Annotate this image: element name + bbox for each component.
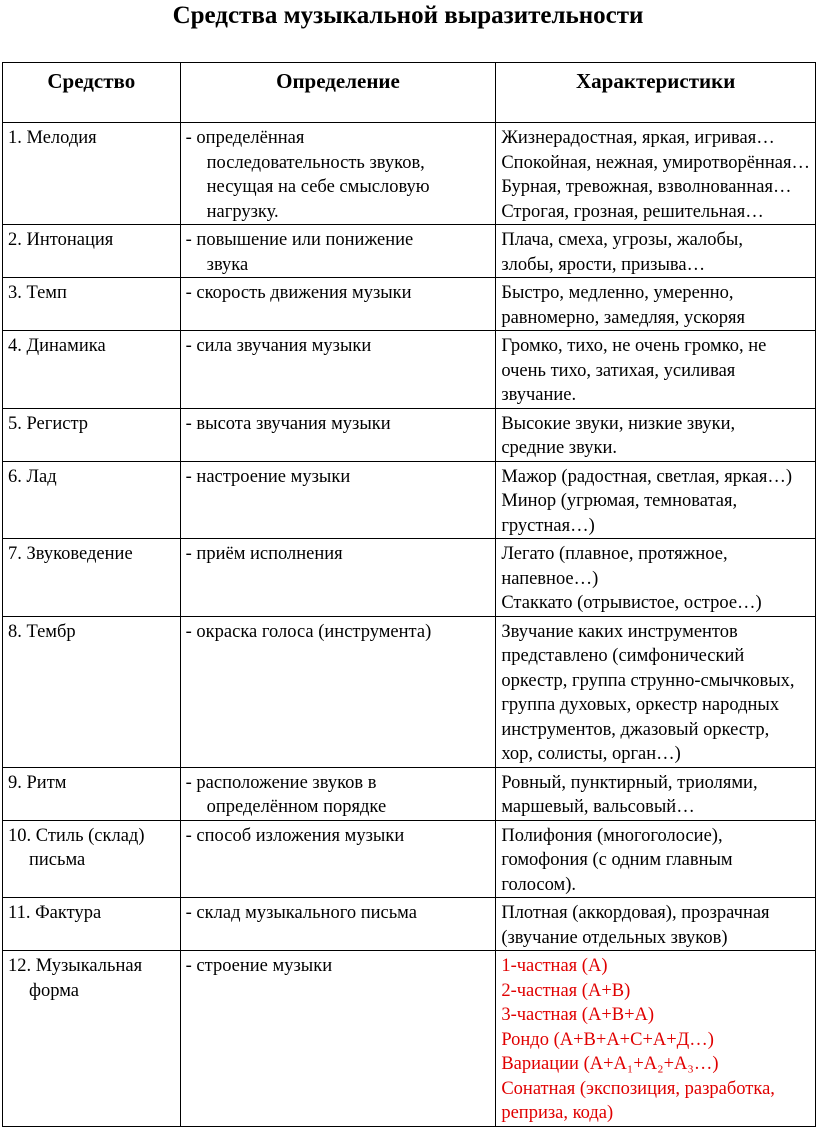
characteristics-line: (звучание отдельных звуков) xyxy=(501,927,728,948)
table-row xyxy=(3,408,816,461)
characteristics-line: средние звуки. xyxy=(501,438,617,458)
characteristics-line: Громко, тихо, не очень громко, не xyxy=(501,336,767,356)
definition-cell xyxy=(180,951,496,1127)
means-line: 2. Интонация xyxy=(8,230,114,250)
means-cell xyxy=(3,408,181,461)
definition-line: - высота звучания музыки xyxy=(185,413,391,434)
means-line: 8. Тембр xyxy=(8,621,76,642)
definition-cell xyxy=(180,408,496,461)
header-definition: Определение xyxy=(180,63,496,123)
expressive-means-table xyxy=(2,62,816,1127)
characteristics-line: голосом). xyxy=(501,874,577,895)
definition-cell xyxy=(180,278,496,331)
table-header-row xyxy=(3,63,816,123)
table-row xyxy=(3,616,816,767)
means-cell xyxy=(3,767,181,820)
characteristics-line: группа духовых, оркестр народных xyxy=(501,695,780,715)
definition-line: - расположение звуков в xyxy=(185,772,377,793)
characteristics-cell xyxy=(496,898,816,951)
characteristics-line: грустная…) xyxy=(501,515,595,536)
characteristics-cell xyxy=(496,225,816,278)
characteristics-line: Плотная (аккордовая), прозрачная xyxy=(501,903,770,923)
means-line: письма xyxy=(29,850,86,870)
means-cell xyxy=(3,123,181,225)
characteristics-line: очень тихо, затихая, усиливая xyxy=(501,360,736,381)
table-row xyxy=(3,951,816,1127)
definition-cell xyxy=(180,331,496,409)
means-cell xyxy=(3,951,181,1127)
definition-line: определённом порядке xyxy=(206,797,387,817)
definition-cell xyxy=(180,898,496,951)
characteristics-cell xyxy=(496,278,816,331)
characteristics-line: 1-частная (А) xyxy=(501,956,608,976)
characteristics-line: Спокойная, нежная, умиротворённая… xyxy=(501,152,810,173)
characteristics-line: маршевый, вальсовый… xyxy=(501,797,695,817)
means-cell xyxy=(3,461,181,539)
means-line: форма xyxy=(29,980,79,1001)
means-cell xyxy=(3,225,181,278)
means-cell xyxy=(3,278,181,331)
table-row xyxy=(3,278,816,331)
characteristics-cell xyxy=(496,461,816,539)
characteristics-line: Стаккато (отрывистое, острое…) xyxy=(501,593,762,613)
characteristics-line: Строгая, грозная, решительная… xyxy=(501,201,764,222)
means-line: 11. Фактура xyxy=(8,903,102,923)
characteristics-line: реприза, кода) xyxy=(501,1103,614,1123)
characteristics-line: 2-частная (А+В) xyxy=(501,980,631,1001)
definition-cell xyxy=(180,225,496,278)
characteristics-cell xyxy=(496,539,816,617)
characteristics-cell xyxy=(496,820,816,898)
definition-cell xyxy=(180,616,496,767)
means-cell xyxy=(3,539,181,617)
means-cell xyxy=(3,616,181,767)
characteristics-line: Сонатная (экспозиция, разработка, xyxy=(501,1078,775,1099)
page-title: Средства музыкальной выразительности xyxy=(172,2,644,29)
definition-line: - скорость движения музыки xyxy=(185,283,412,303)
characteristics-line: Мажор (радостная, светлая, яркая…) xyxy=(501,466,793,487)
characteristics-line: 3-частная (А+В+А) xyxy=(501,1005,655,1025)
characteristics-line: Легато (плавное, протяжное, xyxy=(501,544,728,564)
table-row xyxy=(3,461,816,539)
definition-line: - повышение или понижение xyxy=(185,230,414,250)
definition-line: - строение музыки xyxy=(185,956,333,976)
characteristics-line: Полифония (многоголосие), xyxy=(501,825,723,846)
characteristics-line: Бурная, тревожная, взволнованная… xyxy=(501,177,792,197)
definition-cell xyxy=(180,461,496,539)
characteristics-line: злобы, ярости, призыва… xyxy=(501,254,706,275)
definition-line: - настроение музыки xyxy=(185,466,351,487)
characteristics-cell xyxy=(496,408,816,461)
means-line: 12. Музыкальная xyxy=(8,956,143,976)
characteristics-cell xyxy=(496,123,816,225)
table-row xyxy=(3,767,816,820)
definition-cell xyxy=(180,767,496,820)
characteristics-cell xyxy=(496,616,816,767)
characteristics-line: Ровный, пунктирный, триолями, xyxy=(501,772,758,793)
characteristics-line: гомофония (с одним главным xyxy=(501,850,733,870)
definition-cell xyxy=(180,539,496,617)
definition-line: - склад музыкального письма xyxy=(185,903,417,923)
table-row xyxy=(3,123,816,225)
definition-line: звука xyxy=(206,254,249,275)
characteristics-line: напевное…) xyxy=(501,568,599,589)
definition-line: - способ изложения музыки xyxy=(185,825,405,846)
table-row xyxy=(3,539,816,617)
header-means: Средство xyxy=(3,63,181,123)
characteristics-line: хор, солисты, орган…) xyxy=(501,744,681,764)
means-line: 9. Ритм xyxy=(8,772,67,793)
table-row xyxy=(3,898,816,951)
characteristics-line: звучание. xyxy=(501,385,577,405)
definition-line: нагрузку. xyxy=(206,201,279,222)
means-line: 3. Темп xyxy=(8,283,67,303)
characteristics-cell xyxy=(496,767,816,820)
definition-line: - приём исполнения xyxy=(185,544,343,564)
means-line: 10. Стиль (склад) xyxy=(8,825,145,846)
characteristics-line: Рондо (А+В+А+С+А+Д…) xyxy=(501,1029,714,1050)
definition-line: - определённая xyxy=(185,128,305,148)
characteristics-line: Быстро, медленно, умеренно, xyxy=(501,283,734,303)
means-line: 5. Регистр xyxy=(8,413,89,434)
definition-cell xyxy=(180,123,496,225)
means-line: 6. Лад xyxy=(8,466,57,487)
characteristics-cell xyxy=(496,331,816,409)
definition-cell xyxy=(180,820,496,898)
means-cell xyxy=(3,898,181,951)
table-row xyxy=(3,331,816,409)
means-cell xyxy=(3,331,181,409)
characteristics-line: инструментов, джазовый оркестр, xyxy=(501,719,770,740)
means-line: 1. Мелодия xyxy=(8,128,97,148)
characteristics-line: Вариации (А+А₁+А₂+А₃…) xyxy=(501,1054,719,1074)
characteristics-line: Минор (угрюмая, темноватая, xyxy=(501,491,738,511)
definition-line: несущая на себе смысловую xyxy=(206,177,430,197)
characteristics-line: равномерно, замедляя, ускоряя xyxy=(501,307,746,328)
header-characteristics: Характеристики xyxy=(496,63,816,123)
characteristics-line: Высокие звуки, низкие звуки, xyxy=(501,413,736,434)
definition-line: - сила звучания музыки xyxy=(185,336,372,356)
characteristics-line: Жизнерадостная, яркая, игривая… xyxy=(501,128,775,148)
means-line: 4. Динамика xyxy=(8,336,106,356)
means-line: 7. Звуковедение xyxy=(8,544,133,564)
means-cell xyxy=(3,820,181,898)
characteristics-cell xyxy=(496,951,816,1127)
characteristics-line: Плача, смеха, угрозы, жалобы, xyxy=(501,230,743,250)
table-row xyxy=(3,820,816,898)
characteristics-line: Звучание каких инструментов xyxy=(501,621,738,642)
definition-line: последовательность звуков, xyxy=(206,152,425,173)
characteristics-line: оркестр, группа струнно-смычковых, xyxy=(501,670,795,691)
characteristics-line: представлено (симфонический xyxy=(501,646,745,666)
definition-line: - окраска голоса (инструмента) xyxy=(185,621,432,642)
table-row xyxy=(3,225,816,278)
